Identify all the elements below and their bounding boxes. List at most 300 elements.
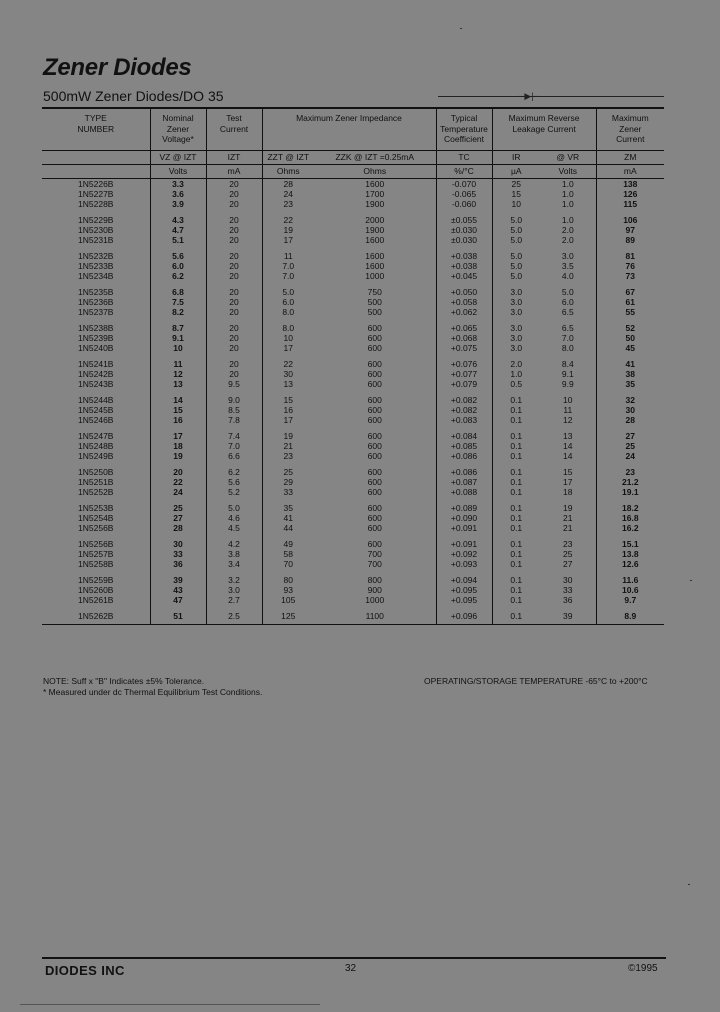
cell-test-current: 3.8 xyxy=(206,549,262,559)
cell-temp-coefficient: +0.082 xyxy=(436,405,492,415)
cell-test-current: 5.6 xyxy=(206,477,262,487)
cell-test-current: 20 xyxy=(206,369,262,379)
cell-zzk: 600 xyxy=(314,513,436,523)
table-row xyxy=(42,261,664,271)
cell-reverse-voltage: 9.9 xyxy=(540,379,596,389)
cell-type-number: 1N5226B xyxy=(42,178,150,189)
cell-zzt: 22 xyxy=(283,358,293,369)
table-row xyxy=(42,379,664,389)
cell-zzt: 17 xyxy=(283,414,293,425)
cell-max-zener-current: 8.9 xyxy=(596,611,664,625)
copyright: ©1995 xyxy=(628,963,658,974)
cell-max-zener-current: 21.2 xyxy=(622,476,639,487)
cell-zzt: 22 xyxy=(283,214,293,225)
cell-type-number: 1N5234B xyxy=(42,271,150,281)
cell-nominal-voltage: 6.2 xyxy=(150,271,206,281)
cell-zzt: 70 xyxy=(283,558,293,569)
table-row xyxy=(42,178,664,189)
unit-vr: Volts xyxy=(540,164,596,178)
cell-nominal-voltage: 7.5 xyxy=(150,297,206,307)
cell-reverse-current: 5.0 xyxy=(510,260,523,271)
cell-zzk: 1600 xyxy=(314,261,436,271)
table-row xyxy=(42,513,664,523)
cell-type-number: 1N5228B xyxy=(42,199,150,209)
scan-edge-line xyxy=(20,1004,320,1005)
cell-test-current: 5.0 xyxy=(206,503,262,513)
cell-temp-coefficient: +0.089 xyxy=(436,503,492,513)
table-row xyxy=(42,225,664,235)
cell-test-current: 2.5 xyxy=(206,611,262,625)
cell-nominal-voltage: 14 xyxy=(150,395,206,405)
cell-type-number: 1N5258B xyxy=(42,559,150,569)
cell-max-zener-current: 16.2 xyxy=(622,522,639,533)
cell-max-zener-current: 27 xyxy=(625,430,636,441)
operating-temperature-note: OPERATING/STORAGE TEMPERATURE -65°C to +200°C xyxy=(424,676,648,686)
cell-nominal-voltage: 5.1 xyxy=(150,235,206,245)
cell-nominal-voltage: 12 xyxy=(150,369,206,379)
cell-reverse-voltage: 15 xyxy=(540,467,596,477)
cell-temp-coefficient: +0.094 xyxy=(436,575,492,585)
cell-reverse-current: 5.0 xyxy=(510,224,523,235)
symbol-ir: IR xyxy=(492,150,540,164)
cell-test-current: 9.0 xyxy=(206,395,262,405)
cell-reverse-current: 2.0 xyxy=(510,358,523,369)
cell-zzk: 1000 xyxy=(314,271,436,281)
cell-zzt: 15 xyxy=(283,394,293,405)
symbol-nominal: VZ @ IZT xyxy=(150,150,206,164)
header-temperature-coefficient: Typical Temperature Coefficient xyxy=(436,108,492,150)
cell-reverse-voltage: 25 xyxy=(540,549,596,559)
cell-reverse-voltage: 30 xyxy=(540,575,596,585)
footer-rule xyxy=(42,957,666,959)
cell-zzt: 17 xyxy=(283,342,293,353)
cell-reverse-current: 3.0 xyxy=(510,286,523,297)
cell-reverse-current: 0.1 xyxy=(492,611,540,625)
cell-type-number: 1N5256B xyxy=(42,523,150,533)
cell-zzt: 13 xyxy=(283,378,293,389)
cell-temp-coefficient: +0.076 xyxy=(436,359,492,369)
cell-zzt: 41 xyxy=(283,512,293,523)
symbol-vr: @ VR xyxy=(540,150,596,164)
cell-type-number: 1N5240B xyxy=(42,343,150,353)
cell-test-current: 20 xyxy=(206,359,262,369)
cell-type-number: 1N5252B xyxy=(42,487,150,497)
cell-type-number: 1N5254B xyxy=(42,513,150,523)
cell-reverse-current: 5.0 xyxy=(510,214,523,225)
cell-max-zener-current: 10.6 xyxy=(622,584,639,595)
table-row xyxy=(42,503,664,513)
cell-nominal-voltage: 4.3 xyxy=(150,215,206,225)
table-row xyxy=(42,575,664,585)
cell-zzk: 600 xyxy=(314,477,436,487)
symbol-zzk: ZZK @ IZT =0.25mA xyxy=(314,150,436,164)
header-test-current: Test Current xyxy=(206,108,262,150)
cell-reverse-voltage: 11 xyxy=(540,405,596,415)
cell-type-number: 1N5229B xyxy=(42,215,150,225)
cell-reverse-voltage: 7.0 xyxy=(540,333,596,343)
cell-reverse-voltage: 14 xyxy=(540,441,596,451)
cell-test-current: 20 xyxy=(206,307,262,317)
cell-test-current: 3.0 xyxy=(206,585,262,595)
cell-temp-coefficient: ±0.030 xyxy=(436,225,492,235)
cell-temp-coefficient: -0.060 xyxy=(436,199,492,209)
company-name: DIODES INC xyxy=(45,963,125,978)
cell-nominal-voltage: 16 xyxy=(150,415,206,425)
cell-reverse-current: 0.1 xyxy=(510,466,523,477)
cell-temp-coefficient: +0.095 xyxy=(436,595,492,605)
cell-reverse-current: 0.1 xyxy=(510,414,523,425)
cell-zzt: 21 xyxy=(283,440,293,451)
table-row xyxy=(42,271,664,281)
table-row xyxy=(42,235,664,245)
table-row xyxy=(42,395,664,405)
cell-test-current: 3.4 xyxy=(206,559,262,569)
cell-nominal-voltage: 22 xyxy=(150,477,206,487)
cell-nominal-voltage: 20 xyxy=(150,467,206,477)
cell-test-current: 20 xyxy=(206,178,262,189)
header-nominal-voltage: Nominal Zener Voltage* xyxy=(150,108,206,150)
cell-zzt: 28 xyxy=(283,178,293,189)
cell-zzt: 11 xyxy=(283,250,293,261)
cell-reverse-current: 0.1 xyxy=(510,430,523,441)
table-row xyxy=(42,199,664,209)
cell-zzk: 600 xyxy=(314,441,436,451)
cell-temp-coefficient: +0.045 xyxy=(436,271,492,281)
cell-reverse-voltage: 6.5 xyxy=(540,323,596,333)
cell-nominal-voltage: 5.6 xyxy=(150,251,206,261)
cell-zzk: 600 xyxy=(314,451,436,461)
cell-temp-coefficient: +0.068 xyxy=(436,333,492,343)
cell-max-zener-current: 81 xyxy=(625,250,636,261)
cell-reverse-current: 3.0 xyxy=(510,296,523,307)
cell-type-number: 1N5242B xyxy=(42,369,150,379)
cell-zzk: 600 xyxy=(314,431,436,441)
cell-zzt: 7.0 xyxy=(282,260,295,271)
cell-max-zener-current: 15.1 xyxy=(622,538,639,549)
cell-zzt: 105 xyxy=(281,594,296,605)
cell-max-zener-current: 45 xyxy=(625,342,636,353)
cell-max-zener-current: 13.8 xyxy=(622,548,639,559)
cell-type-number: 1N5238B xyxy=(42,323,150,333)
measurement-note: * Measured under dc Thermal Equilibrium Test Conditions. xyxy=(43,687,263,697)
cell-zzk: 600 xyxy=(314,343,436,353)
cell-max-zener-current: 52 xyxy=(625,322,636,333)
cell-max-zener-current: 73 xyxy=(625,270,636,281)
cell-type-number: 1N5230B xyxy=(42,225,150,235)
cell-temp-coefficient: +0.050 xyxy=(436,287,492,297)
cell-reverse-voltage: 21 xyxy=(540,513,596,523)
table-row xyxy=(42,343,664,353)
cell-reverse-voltage: 17 xyxy=(540,477,596,487)
cell-temp-coefficient: +0.038 xyxy=(436,251,492,261)
cell-nominal-voltage: 3.6 xyxy=(150,189,206,199)
cell-reverse-voltage: 39 xyxy=(540,611,596,625)
cell-zzk: 500 xyxy=(314,307,436,317)
cell-nominal-voltage: 3.9 xyxy=(150,199,206,209)
cell-max-zener-current: 11.6 xyxy=(622,574,639,585)
cell-type-number: 1N5262B xyxy=(42,611,150,625)
cell-max-zener-current: 16.8 xyxy=(622,512,639,523)
page-title: Zener Diodes xyxy=(43,54,192,81)
cell-temp-coefficient: +0.091 xyxy=(436,539,492,549)
unit-ir: µA xyxy=(492,164,540,178)
cell-reverse-voltage: 14 xyxy=(540,451,596,461)
cell-test-current: 6.2 xyxy=(206,467,262,477)
cell-reverse-current: 1.0 xyxy=(510,368,523,379)
table-row xyxy=(42,215,664,225)
cell-type-number: 1N5232B xyxy=(42,251,150,261)
cell-zzt: 24 xyxy=(283,188,293,199)
header-reverse-leakage: Maximum Reverse Leakage Current xyxy=(492,108,596,150)
cell-temp-coefficient: +0.082 xyxy=(436,395,492,405)
cell-test-current: 7.0 xyxy=(206,441,262,451)
cell-reverse-current: 3.0 xyxy=(510,342,523,353)
cell-test-current: 20 xyxy=(206,251,262,261)
cell-nominal-voltage: 8.7 xyxy=(150,323,206,333)
unit-type xyxy=(42,164,150,178)
cell-zzk: 600 xyxy=(314,369,436,379)
cell-zzk: 750 xyxy=(314,287,436,297)
symbol-zm: ZM xyxy=(596,150,664,164)
cell-zzk: 1600 xyxy=(314,235,436,245)
cell-reverse-voltage: 36 xyxy=(540,595,596,605)
cell-type-number: 1N5231B xyxy=(42,235,150,245)
table-row xyxy=(42,323,664,333)
cell-reverse-current: 0.5 xyxy=(510,378,523,389)
cell-reverse-current: 0.1 xyxy=(510,512,523,523)
table-row xyxy=(42,559,664,569)
table-row xyxy=(42,359,664,369)
table-row xyxy=(42,431,664,441)
cell-temp-coefficient: +0.083 xyxy=(436,415,492,425)
cell-temp-coefficient: -0.065 xyxy=(436,189,492,199)
cell-zzt: 19 xyxy=(283,224,293,235)
cell-reverse-voltage: 3.0 xyxy=(540,251,596,261)
cell-zzt: 93 xyxy=(283,584,293,595)
diode-symbol-icon: ─▶|─ xyxy=(518,91,541,101)
cell-reverse-voltage: 33 xyxy=(540,585,596,595)
cell-reverse-current: 3.0 xyxy=(510,322,523,333)
cell-reverse-voltage: 8.0 xyxy=(540,343,596,353)
cell-reverse-current: 0.1 xyxy=(510,594,523,605)
symbol-test: IZT xyxy=(206,150,262,164)
cell-nominal-voltage: 8.2 xyxy=(150,307,206,317)
cell-type-number: 1N5260B xyxy=(42,585,150,595)
cell-type-number: 1N5227B xyxy=(42,189,150,199)
cell-reverse-voltage: 13 xyxy=(540,431,596,441)
cell-zzk: 2000 xyxy=(314,215,436,225)
unit-row xyxy=(42,164,664,178)
cell-max-zener-current: 67 xyxy=(625,286,636,297)
cell-temp-coefficient: -0.070 xyxy=(436,178,492,189)
cell-zzk: 900 xyxy=(314,585,436,595)
cell-zzk: 1900 xyxy=(314,225,436,235)
cell-type-number: 1N5236B xyxy=(42,297,150,307)
cell-temp-coefficient: +0.062 xyxy=(436,307,492,317)
scan-speck xyxy=(690,580,692,581)
symbol-type xyxy=(42,150,150,164)
cell-zzt: 23 xyxy=(283,198,293,209)
cell-test-current: 4.6 xyxy=(206,513,262,523)
table-body xyxy=(42,178,664,624)
cell-reverse-voltage: 1.0 xyxy=(540,199,596,209)
cell-reverse-current: 0.1 xyxy=(510,584,523,595)
unit-zzk: Ohms xyxy=(314,164,436,178)
cell-max-zener-current: 76 xyxy=(625,260,636,271)
cell-type-number: 1N5245B xyxy=(42,405,150,415)
cell-max-zener-current: 12.6 xyxy=(622,558,639,569)
cell-zzt: 16 xyxy=(283,404,293,415)
table-row xyxy=(42,549,664,559)
table-row xyxy=(42,251,664,261)
cell-zzt: 23 xyxy=(283,450,293,461)
cell-reverse-voltage: 3.5 xyxy=(540,261,596,271)
cell-test-current: 20 xyxy=(206,215,262,225)
cell-reverse-current: 0.1 xyxy=(510,486,523,497)
cell-nominal-voltage: 39 xyxy=(150,575,206,585)
symbol-row xyxy=(42,150,664,164)
cell-max-zener-current: 126 xyxy=(623,188,638,199)
cell-max-zener-current: 28 xyxy=(625,414,636,425)
cell-zzk: 1900 xyxy=(314,199,436,209)
cell-nominal-voltage: 10 xyxy=(150,343,206,353)
cell-zzk: 600 xyxy=(314,467,436,477)
cell-nominal-voltage: 13 xyxy=(150,379,206,389)
symbol-zzt: ZZT @ IZT xyxy=(262,150,314,164)
cell-max-zener-current: 30 xyxy=(625,404,636,415)
cell-zzk: 1700 xyxy=(314,189,436,199)
cell-nominal-voltage: 28 xyxy=(150,523,206,533)
cell-reverse-voltage: 1.0 xyxy=(540,178,596,189)
cell-test-current: 20 xyxy=(206,271,262,281)
cell-type-number: 1N5246B xyxy=(42,415,150,425)
cell-temp-coefficient: +0.091 xyxy=(436,523,492,533)
cell-temp-coefficient: +0.075 xyxy=(436,343,492,353)
cell-test-current: 20 xyxy=(206,287,262,297)
cell-reverse-current: 0.1 xyxy=(510,404,523,415)
cell-reverse-current: 3.0 xyxy=(510,332,523,343)
cell-nominal-voltage: 4.7 xyxy=(150,225,206,235)
cell-temp-coefficient: +0.058 xyxy=(436,297,492,307)
cell-reverse-current: 0.1 xyxy=(510,440,523,451)
cell-type-number: 1N5247B xyxy=(42,431,150,441)
cell-reverse-current: 0.1 xyxy=(510,502,523,513)
cell-temp-coefficient: +0.077 xyxy=(436,369,492,379)
cell-max-zener-current: 97 xyxy=(625,224,636,235)
cell-max-zener-current: 18.2 xyxy=(622,502,639,513)
cell-temp-coefficient: +0.065 xyxy=(436,323,492,333)
cell-reverse-voltage: 12 xyxy=(540,415,596,425)
cell-zzt: 29 xyxy=(283,476,293,487)
cell-nominal-voltage: 47 xyxy=(150,595,206,605)
cell-nominal-voltage: 6.8 xyxy=(150,287,206,297)
table-row xyxy=(42,287,664,297)
cell-temp-coefficient: +0.086 xyxy=(436,467,492,477)
cell-type-number: 1N5248B xyxy=(42,441,150,451)
cell-nominal-voltage: 15 xyxy=(150,405,206,415)
cell-reverse-voltage: 18 xyxy=(540,487,596,497)
cell-zzk: 1600 xyxy=(314,251,436,261)
cell-temp-coefficient: +0.093 xyxy=(436,559,492,569)
cell-zzt: 7.0 xyxy=(282,270,295,281)
cell-temp-coefficient: +0.085 xyxy=(436,441,492,451)
cell-reverse-voltage: 6.0 xyxy=(540,297,596,307)
table-row xyxy=(42,523,664,533)
cell-test-current: 4.5 xyxy=(206,523,262,533)
cell-nominal-voltage: 30 xyxy=(150,539,206,549)
cell-type-number: 1N5256B xyxy=(42,539,150,549)
cell-zzk: 600 xyxy=(314,333,436,343)
table-row xyxy=(42,477,664,487)
cell-test-current: 5.2 xyxy=(206,487,262,497)
cell-zzt: 10 xyxy=(283,332,293,343)
cell-test-current: 6.6 xyxy=(206,451,262,461)
cell-nominal-voltage: 9.1 xyxy=(150,333,206,343)
cell-zzk: 600 xyxy=(314,395,436,405)
cell-zzk: 500 xyxy=(314,297,436,307)
cell-type-number: 1N5250B xyxy=(42,467,150,477)
cell-reverse-current: 0.1 xyxy=(510,538,523,549)
cell-test-current: 20 xyxy=(206,225,262,235)
cell-temp-coefficient: +0.079 xyxy=(436,379,492,389)
cell-nominal-voltage: 33 xyxy=(150,549,206,559)
cell-zzt: 6.0 xyxy=(282,296,295,307)
cell-max-zener-current: 115 xyxy=(623,198,638,209)
cell-max-zener-current: 32 xyxy=(625,394,636,405)
subtitle-rule xyxy=(438,96,664,97)
cell-reverse-voltage: 1.0 xyxy=(540,215,596,225)
cell-type-number: 1N5243B xyxy=(42,379,150,389)
cell-reverse-current: 0.1 xyxy=(510,476,523,487)
cell-nominal-voltage: 24 xyxy=(150,487,206,497)
cell-test-current: 7.8 xyxy=(206,415,262,425)
header-max-zener-impedance: Maximum Zener Impedance xyxy=(262,108,436,150)
cell-max-zener-current: 106 xyxy=(623,214,638,225)
cell-reverse-voltage: 19 xyxy=(540,503,596,513)
cell-zzt: 5.0 xyxy=(282,286,295,297)
cell-zzk: 600 xyxy=(314,523,436,533)
cell-nominal-voltage: 51 xyxy=(150,611,206,625)
cell-zzt: 80 xyxy=(283,574,293,585)
cell-max-zener-current: 38 xyxy=(625,368,636,379)
cell-reverse-current: 5.0 xyxy=(510,234,523,245)
cell-type-number: 1N5241B xyxy=(42,359,150,369)
cell-type-number: 1N5235B xyxy=(42,287,150,297)
cell-type-number: 1N5244B xyxy=(42,395,150,405)
cell-zzt: 35 xyxy=(283,502,293,513)
zener-diode-table xyxy=(42,107,664,625)
cell-reverse-current: 0.1 xyxy=(510,522,523,533)
cell-zzt: 8.0 xyxy=(282,322,295,333)
cell-reverse-current: 15 xyxy=(511,188,521,199)
cell-max-zener-current: 24 xyxy=(625,450,636,461)
cell-type-number: 1N5257B xyxy=(42,549,150,559)
cell-max-zener-current: 61 xyxy=(625,296,636,307)
table-row xyxy=(42,441,664,451)
cell-nominal-voltage: 25 xyxy=(150,503,206,513)
table-row xyxy=(42,585,664,595)
cell-test-current: 20 xyxy=(206,323,262,333)
cell-temp-coefficient: +0.087 xyxy=(436,477,492,487)
cell-max-zener-current: 50 xyxy=(625,332,636,343)
cell-max-zener-current: 25 xyxy=(625,440,636,451)
cell-zzt: 33 xyxy=(283,486,293,497)
cell-reverse-current: 0.1 xyxy=(510,574,523,585)
cell-zzk: 600 xyxy=(314,415,436,425)
cell-reverse-voltage: 5.0 xyxy=(540,287,596,297)
cell-temp-coefficient: +0.092 xyxy=(436,549,492,559)
cell-max-zener-current: 9.7 xyxy=(624,594,637,605)
